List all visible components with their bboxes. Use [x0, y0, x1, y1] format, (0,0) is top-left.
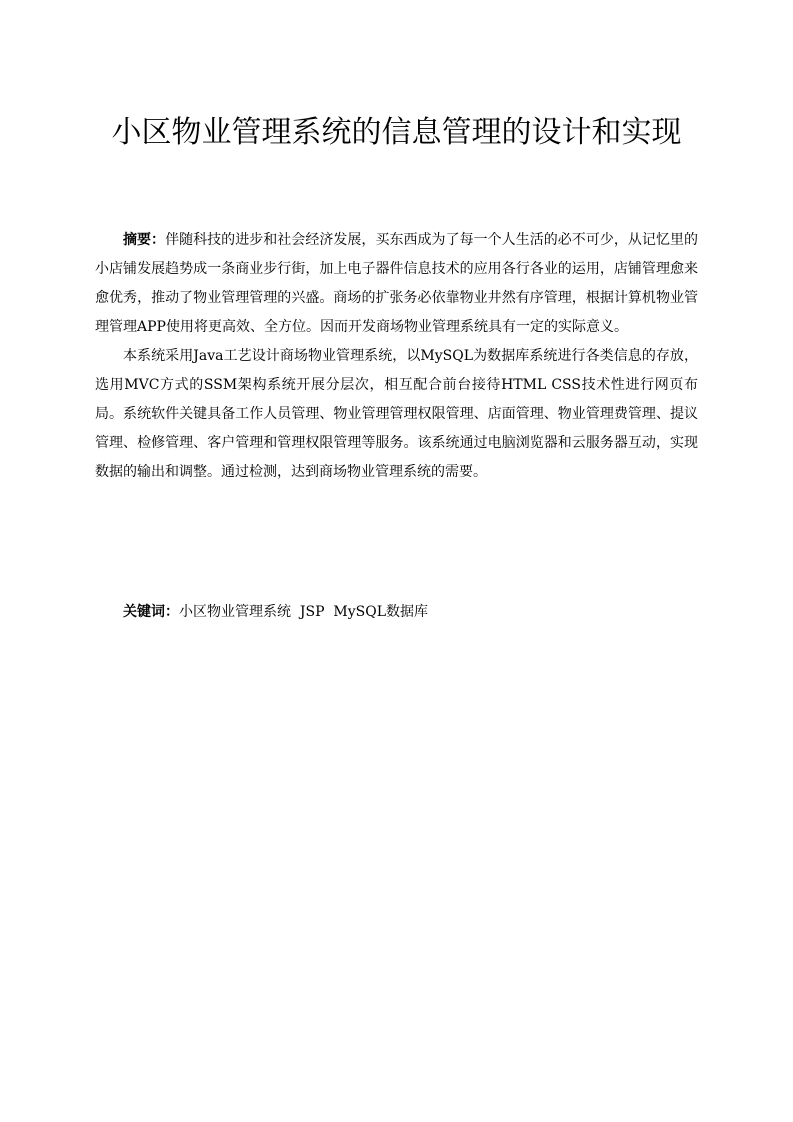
abstract-paragraph-1 [95, 226, 698, 342]
keywords-line [95, 598, 698, 627]
document-title: 小区物业管理系统的信息管理的设计和实现 [111, 115, 682, 150]
abstract-label: 摘要： [123, 232, 166, 248]
abstract-section [95, 226, 698, 487]
keywords-label: 关键词： [123, 604, 179, 620]
abstract-text-1: 伴随科技的进步和社会经济发展，买东西成为了每一个人生活的必不可少，从记忆里的小店铺发展趋势成一条商业步行街，加上电子器件信息技术的应用各行各业的运用，店铺管理愈来愈优秀，推动了物业管理管理的兴盛。商场的扩张务必依靠物业井然有序管理，根据计算机物业管理管理APP使用将更高效、全方位。因而开发商场物业管理系统具有一定的实际意义。 [95, 232, 699, 335]
abstract-paragraph-2: 本系统采用Java工艺设计商场物业管理系统，以MySQL为数据库系统进行各类信息的存放，选用MVC方式的SSM架构系统开展分层次，相互配合前台接待HTML CSS技术性进行网页布局。系统软件关键具备工作人员管理、物业管理管理权限管理、店面管理、物业管理费管理、提议管理、检修管理、客户管理和管理权限管理等服务。该系统通过电脑浏览器和云服务器互动，实现数据的输出和调整。通过检测，达到商场物业管理系统的需要。 [95, 348, 698, 480]
keywords-value: 小区物业管理系统 JSP MySQL数据库 [179, 604, 429, 620]
